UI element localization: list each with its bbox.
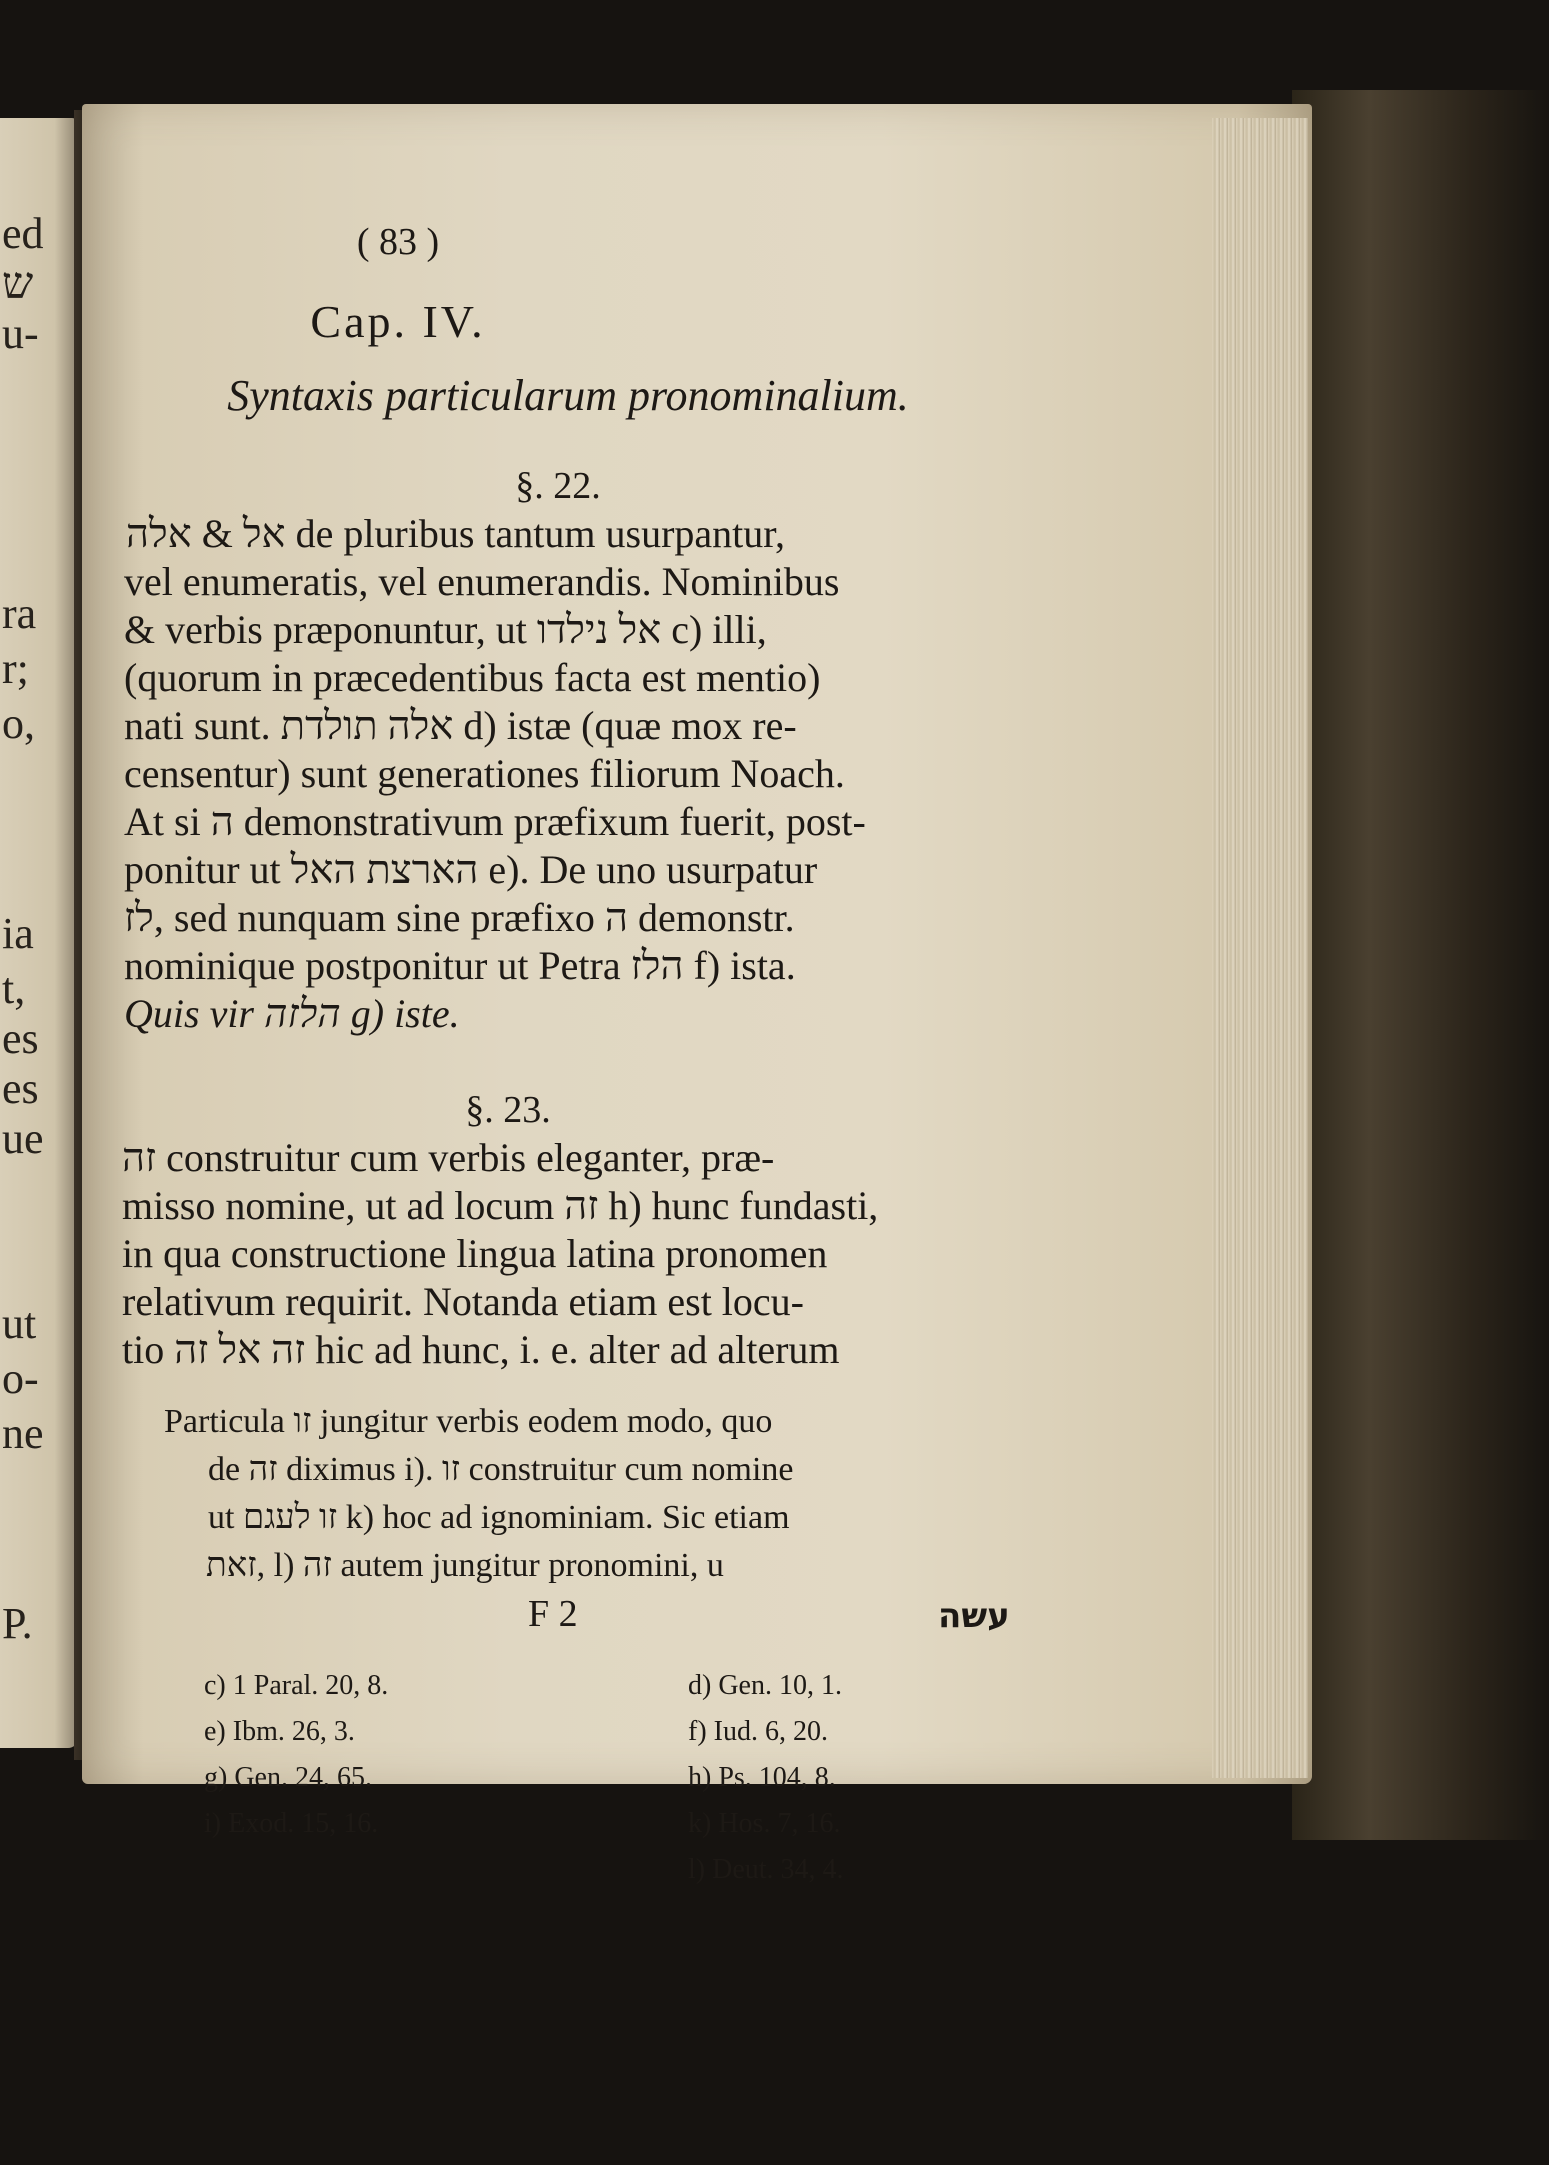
note-line: Particula זו jungitur verbis eodem modo, quo	[164, 1403, 773, 1440]
body-line: & verbis præponuntur, ut אל נילדו c) illi,	[124, 607, 767, 652]
left-fragment: u-	[2, 309, 39, 358]
footnote: i) Exod. 15, 16.	[204, 1808, 379, 1839]
left-fragment: t,	[2, 964, 26, 1013]
left-fragment: ed	[2, 209, 44, 258]
chapter-heading: Cap. IV.	[310, 296, 486, 347]
left-fragment: ut	[2, 1299, 37, 1348]
left-fragment: o-	[2, 1354, 39, 1403]
left-fragment: o,	[2, 699, 35, 748]
left-fragment: r;	[2, 644, 29, 693]
left-fragment: es	[2, 1064, 39, 1113]
body-line: nati sunt. אלה תולדת d) istæ (quæ mox re-	[124, 703, 797, 748]
body-line: nominique postponitur ut Petra הלז f) ista.	[124, 943, 796, 988]
book-cover	[1292, 90, 1549, 1840]
section-heading: §. 23.	[465, 1089, 551, 1131]
body-line: ponitur ut הארצת האל e). De uno usurpatur	[124, 847, 818, 892]
body-line: tio זה אל זה hic ad hunc, i. e. alter ad alterum	[122, 1327, 840, 1372]
note-line: זאת, l) זה autem jungitur pronomini, u	[206, 1547, 724, 1584]
left-page-edge	[0, 118, 78, 1748]
body-line: לז, sed nunquam sine præfixo ה demonstr.	[124, 895, 795, 940]
catchword: עשה	[938, 1596, 1010, 1636]
left-fragment: es	[2, 1014, 39, 1063]
left-fragment: ia	[2, 909, 34, 958]
body-line: זה construitur cum verbis eleganter, præ-	[122, 1135, 775, 1180]
body-line: Quis vir הלזה g) iste.	[124, 991, 460, 1036]
body-line: relativum requirit. Notanda etiam est locu-	[122, 1279, 804, 1324]
chapter-title: Syntaxis particularum pronominalium.	[227, 371, 909, 420]
body-line: At si ה demonstrativum præfixum fuerit, post-	[124, 799, 866, 844]
signature-mark: F 2	[528, 1593, 578, 1635]
note-line: de זה diximus i). זו construitur cum nomine	[208, 1451, 794, 1488]
body-line: misso nomine, ut ad locum זה h) hunc fundasti,	[122, 1183, 879, 1228]
left-fragment: ne	[2, 1409, 44, 1458]
left-fragment: P.	[2, 1599, 33, 1648]
footnote: e) Ibm. 26, 3.	[204, 1716, 355, 1747]
footnote: d) Gen. 10, 1.	[688, 1670, 842, 1701]
body-line: אל & אלה de pluribus tantum usurpantur,	[126, 511, 785, 556]
footnote: g) Gen. 24, 65.	[204, 1762, 372, 1793]
note-line: ut זו לעגם k) hoc ad ignominiam. Sic etiam	[208, 1499, 790, 1536]
body-line: censentur) sunt generationes filiorum Noach.	[124, 751, 845, 796]
page-number: ( 83 )	[356, 221, 440, 263]
section-heading: §. 22.	[515, 465, 601, 507]
body-line: in qua constructione lingua latina pronomen	[122, 1231, 828, 1276]
footnote: h) Ps. 104, 8.	[688, 1762, 836, 1793]
left-fragment: ue	[2, 1114, 44, 1163]
left-fragment: ש	[2, 259, 34, 308]
footnote: l) Deut. 34, 4.	[688, 1854, 844, 1885]
left-fragment: ra	[2, 589, 37, 638]
footnote: c) 1 Paral. 20, 8.	[204, 1670, 389, 1701]
body-line: (quorum in præcedentibus facta est mentio)	[124, 655, 821, 700]
footnote: f) Iud. 6, 20.	[688, 1716, 828, 1747]
footnote: k) Hos. 7, 16.	[688, 1808, 841, 1839]
body-line: vel enumeratis, vel enumerandis. Nominibus	[124, 559, 840, 604]
page-edges	[1212, 118, 1308, 1778]
